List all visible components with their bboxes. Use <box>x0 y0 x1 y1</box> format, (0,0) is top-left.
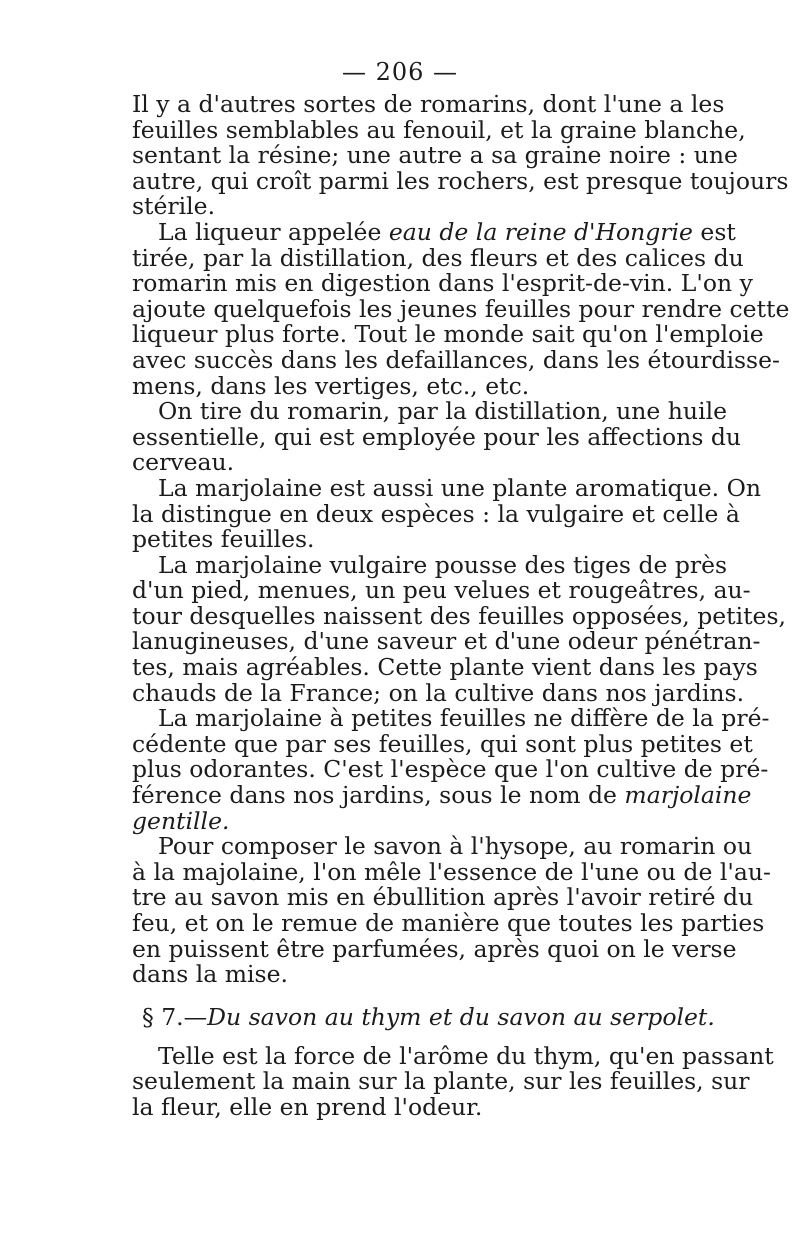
text-line: seulement la main sur la plante, sur les feuilles, sur <box>132 1067 750 1096</box>
text-line: cédente que par ses feuilles, qui sont plus petites et <box>132 729 753 758</box>
text-line <box>132 550 728 579</box>
text-line: sentant la résine; une autre a sa graine noire : une <box>132 141 738 170</box>
page-number: — 206 — <box>341 58 459 86</box>
text-line <box>132 806 692 835</box>
text-line: tirée, par la distillation, des fleurs et des calices du <box>132 243 744 272</box>
text-line <box>132 397 728 426</box>
body-text <box>132 90 790 1121</box>
text-line: autre, qui croît parmi les rochers, est presque toujours <box>132 166 789 195</box>
italic-term: marjolaine <box>624 781 752 810</box>
text-line: cerveau. <box>132 448 235 477</box>
text-line: en puissent être parfumées, après quoi on le verse <box>132 934 737 963</box>
text-line: avec succès dans les defaillances, dans les étourdisse- <box>132 345 780 374</box>
text-line <box>132 832 753 861</box>
section-number: § 7.— <box>142 1002 208 1031</box>
text-line: tour desquelles naissent des feuilles opposées, petites, <box>132 601 786 630</box>
section-heading <box>132 1002 715 1031</box>
text-line <box>132 781 752 810</box>
text-line: romarin mis en digestion dans l'esprit-de-vin. L'on y <box>132 269 753 298</box>
text-run: La marjolaine est aussi une plante aromatique. On <box>158 473 761 502</box>
text-run: La liqueur appelée <box>158 217 389 246</box>
text-run: Pour composer le savon à l'hysope, au romarin ou <box>158 832 753 861</box>
text-run: est <box>692 217 736 246</box>
text-line: d'un pied, menues, un peu velues et rougeâtres, au- <box>132 576 751 605</box>
text-line: la fleur, elle en prend l'odeur. <box>132 1092 483 1121</box>
text-run: La marjolaine à petites feuilles ne diffère de la pré- <box>158 704 770 733</box>
text-line: feu, et on le remue de manière que toutes les parties <box>132 909 765 937</box>
paragraph-romarin-sortes <box>132 90 789 221</box>
text-line: mens, dans les vertiges, etc., etc. <box>132 371 530 400</box>
paragraph-arome-thym <box>132 1041 774 1121</box>
text-line <box>132 704 770 733</box>
paragraph-eau-reine-hongrie <box>132 217 790 400</box>
text-run: Telle est la force de l'arôme du thym, qu'en passant <box>158 1041 774 1070</box>
text-line <box>132 1041 774 1070</box>
section-title: Du savon au thym et du savon au serpolet. <box>207 1002 715 1031</box>
text-line <box>132 473 761 502</box>
text-run: La marjolaine vulgaire pousse des tiges de près <box>158 550 728 579</box>
text-line: feuilles semblables au fenouil, et la graine blanche, <box>132 115 746 144</box>
text-run: férence dans nos jardins, sous le nom de <box>132 781 617 810</box>
text-line: dans la mise. <box>132 960 288 989</box>
paragraph-huile-essentielle <box>132 397 742 477</box>
text-line: la distingue en deux espèces : la vulgaire et celle à <box>132 499 740 528</box>
text-line: lanugineuses, d'une saveur et d'une odeur pénétran- <box>132 627 761 656</box>
italic-title: eau de la reine d'Hongrie <box>388 217 693 246</box>
italic-term: gentille. <box>132 806 230 835</box>
text-run: On tire du romarin, par la distillation, une huile <box>158 397 728 426</box>
text-line: à la majolaine, l'on mêle l'essence de l'une ou de l'au- <box>132 857 771 886</box>
paragraph-marjolaine-vulgaire <box>132 550 786 707</box>
paragraph-marjolaine-aromatique <box>132 473 761 554</box>
text-line: ajoute quelquefois les jeunes feuilles pour rendre cette <box>132 294 790 323</box>
text-line <box>132 217 736 246</box>
paragraph-marjolaine-petites-feuilles <box>132 704 770 835</box>
text-line: chauds de la France; on la cultive dans nos jardins. <box>132 678 745 707</box>
text-line: plus odorantes. C'est l'espèce que l'on cultive de pré- <box>132 755 769 784</box>
text-line: Il y a d'autres sortes de romarins, dont l'une a les <box>132 90 725 118</box>
paragraph-savon-hysope <box>132 832 771 989</box>
text-line: tes, mais agréables. Cette plante vient dans les pays <box>132 653 758 682</box>
text-line: essentielle, qui est employée pour les affections du <box>132 422 742 451</box>
text-line: stérile. <box>132 192 216 221</box>
text-line: liqueur plus forte. Tout le monde sait qu'on l'emploie <box>132 320 764 349</box>
text-line: petites feuilles. <box>132 525 315 554</box>
text-line: tre au savon mis en ébullition après l'avoir retiré du <box>132 883 754 912</box>
